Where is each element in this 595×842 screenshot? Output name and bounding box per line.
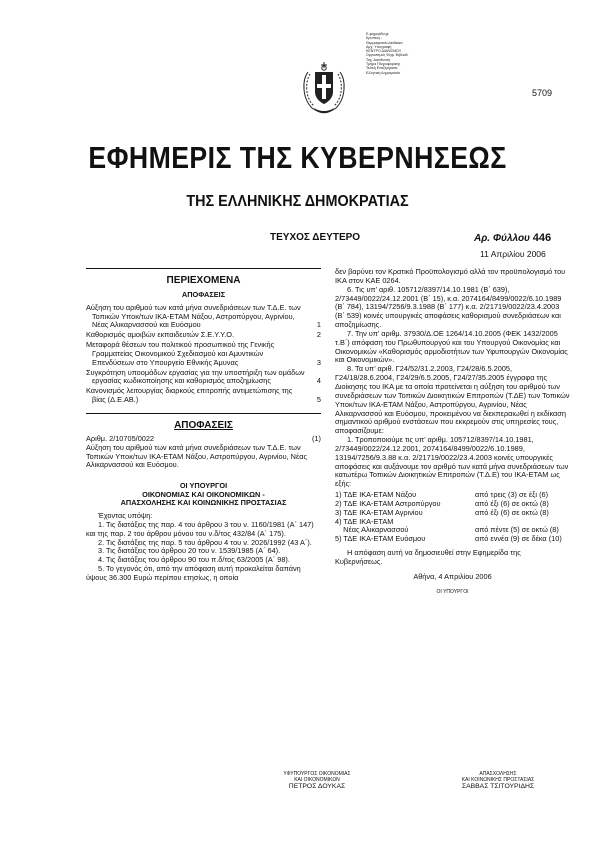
issue-label: ΤΕΥΧΟΣ ΔΕΥΤΕΡΟ (270, 232, 361, 243)
toc-heading: ΠΕΡΙΕΧΟΜΕΝΑ (166, 275, 241, 286)
toc-item-text: Αύξηση του αριθμού των κατά μήνα συνεδριάσεων των Τ.Δ.Ε. των Τοπικών Υποκ/των ΙΚΑ-ΕΤΑΜ Νάξου, Αστροπύργου, Αγρινίου, Νέας Αλικαρνασσού και Ευόσμου (86, 302, 301, 330)
committee-change: από έξι (6) σε οκτώ (8) (475, 498, 549, 508)
stamp-line: Ελληνική Δημοκρατία (366, 70, 400, 75)
signature-left (262, 771, 372, 790)
stamp-line: Ταχ. Διεύθυνση (366, 57, 391, 62)
committee-name: 3) ΤΔΕ ΙΚΑ-ΕΤΑΜ Αγρινίου (335, 507, 423, 517)
stamp-line: Κρυπτογ.: (366, 36, 383, 41)
decision-paragraph: 7. Την υπ’ αριθμ. 37930/Δ.ΟΕ 1264/14.10.2005 (ΦΕΚ 1432/2005 τ.Β΄) απόφαση του Πρωθυπουργού και του Υπουργού Οικονομίας και Οικονομικών «Καθορισμός αρμοδιοτήτων των Υφυπουργών Οικονομίας και Οικονομικών». (335, 328, 568, 365)
digital-signature-stamp (366, 32, 444, 75)
toc-item-text: Κανονισμός λειτουργίας διαρκούς επιτροπής αντιμετώπισης της βίας (Δ.Ε.ΑΒ.) (86, 386, 293, 405)
ministers-heading: ΟΙ ΥΠΟΥΡΓΟΙ ΟΙΚΟΝΟΜΙΑΣ ΚΑΙ ΟΙΚΟΝΟΜΙΚΩΝ - ΑΠΑΣΧΟΛΗΣΗΣ ΚΑΙ ΚΟΙΝΩΝΙΚΗΣ ΠΡΟΣΤΑΣΙΑΣ (120, 481, 287, 508)
decisions-heading (86, 419, 321, 431)
stamp-line: Ε-φημερίδα.gr (366, 32, 389, 36)
gazette-title: ΕΦΗΜΕΡΙΣ ΤΗΣ ΚΥΒΕΡΝΗΣΕΩΣ (88, 140, 507, 175)
toc-item-text: Συγκρότηση υποομάδων εργασίας για την υποστήριξη των ομάδων εργασίας κωδικοποίησης και καθορισμός αποζημίωσης (86, 367, 305, 386)
signatory-title: ΑΠΑΣΧΟΛΗΣΗΣ ΚΑΙ ΚΟΙΝΩΝΙΚΗΣ ΠΡΟΣΤΑΣΙΑΣ (461, 771, 535, 783)
toc-item-page: 3 (316, 357, 321, 367)
list-item (335, 535, 570, 544)
toc-item[interactable] (86, 341, 321, 368)
decision-paragraph: 6. Τις υπ’ αριθ. 105712/8397/14.10.1981 (Β΄ 639), 2/73449/0022/24.12.2001 (Β΄ 15), κ.α. 2074164/8499/0022/6.10.1989 (Β΄ 784), 13194/7256/9.3.1988 (Β΄ 177) κ.α. 2/21719/0022/23.4.2003 (Β΄ 539) κοινές υπουργικές αποφάσεις καθορισμού συνεδριάσεων και αποζημίωσης. (335, 284, 562, 330)
decision-paragraph: 1. Τις διατάξεις της παρ. 4 του άρθρου 3 του ν. 1160/1981 (Α΄ 147) και της παρ. 2 του άρθρου μόνου του ν.δ/τος 432/84 (Α΄ 175). (86, 519, 314, 538)
stamp-line: Οργανισμός Ψηφ. Βιβλιοθ. (366, 53, 409, 58)
toc-item[interactable] (86, 304, 321, 331)
decision-paragraph: 5. Το γεγονός ότι, από την απόφαση αυτή προκαλείται δαπάνη ύψους 36.300 Ευρώ περίπου ετησίως, η οποία (86, 564, 301, 582)
having-regard: Έχοντας υπόψη: (98, 510, 153, 520)
ministers-footer: ΟΙ ΥΠΟΥΡΓΟΙ (436, 588, 469, 595)
toc-item-page: 4 (316, 376, 321, 386)
stamp-line: Τμήμα Πληροφορικής (366, 62, 401, 67)
sheet-label: Αρ. Φύλλου (474, 233, 530, 244)
signatory-name: ΣΑΒΒΑΣ ΤΣΙΤΟΥΡΙΔΗΣ (461, 783, 535, 790)
toc-item-text: Καθορισμός αμοιβών εκπαιδευτών Σ.Ε.Υ.Υ.Ο. (86, 330, 234, 340)
decision-paragraph: 2. Τις διατάξεις της παρ. 5 του άρθρου 4 του ν. 2026/1992 (43 Α΄). (98, 537, 312, 547)
decision-number: Αριθμ. 2/10705/0022 (86, 433, 155, 443)
committee-name: 4) ΤΔΕ ΙΚΑ-ΕΤΑΜ (335, 516, 394, 526)
committee-name: Νέας Αλικαρνασσού (335, 525, 409, 535)
signatory-name: ΠΕΤΡΟΣ ΔΟΥΚΑΣ (288, 783, 346, 790)
left-column (86, 268, 321, 583)
divider (86, 413, 321, 414)
stamp-line: ΚΕΝΤΡΟ ΔΙΑΝ/ΣΜΟΥ (366, 49, 402, 54)
place-date: Αθήνα, 4 Απριλίου 2006 (413, 571, 492, 581)
greek-coat-of-arms-emblem (298, 58, 350, 116)
divider (86, 268, 321, 269)
stamp-line: Τελική Επεξεργασία (366, 66, 398, 71)
sheet-number-value: 446 (532, 232, 552, 244)
signature-right (438, 771, 558, 790)
committee-list (335, 491, 570, 544)
toc-item[interactable] (86, 369, 321, 387)
committee-name: 1) ΤΔΕ ΙΚΑ-ΕΤΑΜ Νάξου (335, 490, 417, 500)
gazette-subtitle: ΤΗΣ ΕΛΛΗΝΙΚΗΣ ΔΗΜΟΚΡΑΤΙΑΣ (186, 193, 409, 210)
toc-item-page: 1 (316, 320, 321, 330)
committee-name: 5) ΤΔΕ ΙΚΑ-ΕΤΑΜ Ευόσμου (335, 534, 426, 544)
signatory-title: ΥΦΥΠΟΥΡΓΟΣ ΟΙΚΟΝΟΜΙΑΣ ΚΑΙ ΟΙΚΟΝΟΜΙΚΩΝ (283, 771, 351, 783)
decision-paragraph: 4. Τις διατάξεις του άρθρου 90 του π.δ/τος 63/2005 (Α΄ 98). (98, 555, 290, 565)
committee-change: από έξι (6) σε οκτώ (8) (475, 507, 549, 517)
toc-item-page: 2 (316, 330, 321, 340)
sheet-number (474, 232, 551, 244)
stamp-line: Αρχ. Υπογραφή (366, 44, 392, 49)
committee-change: από τρεις (3) σε έξι (6) (475, 490, 549, 500)
decision-paragraph: 3. Τις διατάξεις του άρθρου 20 του ν. 1539/1985 (Α΄ 64). (98, 546, 281, 556)
decision-ref: (1) (312, 433, 321, 443)
page-number: 5709 (532, 88, 553, 98)
committee-name: 2) ΤΔΕ ΙΚΑ-ΕΤΑΜ Αστροπύργου (335, 498, 441, 508)
stamp-line: Θερμοκρασία Διαδικασ. (366, 40, 404, 45)
decisions-heading-text: ΑΠΟΦΑΣΕΙΣ (174, 419, 233, 431)
decision-paragraph: 1. Τροποποιούμε τις υπ’ αριθμ. 105712/8397/14.10.1981, 2/73449/0022/24.12.2001, 2074164/8499/0022/6.10.1989, 13194/7256/9.3.88 κ.α. 2/21719/0022/23.4.2003 κοινές υπουργικές αποφάσεις και αυξάνουμε τον αριθμό των κατά μήνα συνεδριάσεων των κατωτέρω Τοπικών Διοικητικών Επιτροπών (Τ.Δ.Ε) του ΙΚΑ-ΕΤΑΜ ως εξής: (335, 435, 569, 489)
decision-paragraph: δεν βαρύνει τον Κρατικό Προϋπολογισμό αλλά τον προϋπολογισμό του ΙΚΑ στον ΚΑΕ 0264. (335, 267, 566, 285)
publication-note: Η απόφαση αυτή να δημοσιευθεί στην Εφημερίδα της Κυβερνήσεως. (335, 548, 521, 566)
decision-paragraph: 8. Τα υπ’ αριθ. Γ24/52/31.2.2003, Γ24/28/6.5.2005, Γ24/18/28.6.2004, Γ24/29/6.5.2005, Γ24/27/35.2005 έγγραφα της Διοίκησης του ΙΚΑ με τα οποία προτείνεται η αύξηση του αριθμού των συνεδριάσεων των Τοπικών Διοικητικών Επιτροπών (Τ.ΔΕ) των Τοπικών Υποκ/των ΙΚΑ-ΕΤΑΜ Νάξου, Αστροπύργου, Αγρινίου, Νέας Αλικαρνασσού και Ευόσμου, προκειμένου να διεκπεραιωθεί η εκδίκαση σημαντικού αριθμού ενστάσεων που εκκρεμούν στις υπηρεσίες τους, αποφασίζουμε: (335, 364, 570, 436)
committee-change: από πέντε (5) σε οκτώ (8) (475, 525, 559, 535)
committee-change: από εννέα (9) σε δέκα (10) (475, 534, 562, 544)
right-column (335, 268, 570, 597)
decision-summary: Αύξηση του αριθμού των κατά μήνα συνεδριάσεων των Τ.Δ.Ε. των Τοπικών Υποκ/των ΙΚΑ-ΕΤΑΜ Νάξου, Αστροπύργου, Αγρινίου, Νέας Αλικαρνασσού και Ευόσμου. (86, 442, 308, 470)
toc-item-page: 5 (316, 395, 321, 405)
toc-item-text: Μεταφορά θέσεων του πολιτικού προσωπικού της Γενικής Γραμματείας Οικονομικού Σχεδιασμού και Αμυντικών Επενδύσεων στο Υπουργείο Εθνικής Άμυνας (86, 340, 275, 367)
toc-item[interactable] (86, 387, 321, 405)
toc-subheading: ΑΠΟΦΑΣΕΙΣ (181, 289, 226, 299)
issue-date: 11 Απριλίου 2006 (480, 249, 546, 259)
toc-item[interactable] (86, 331, 321, 340)
